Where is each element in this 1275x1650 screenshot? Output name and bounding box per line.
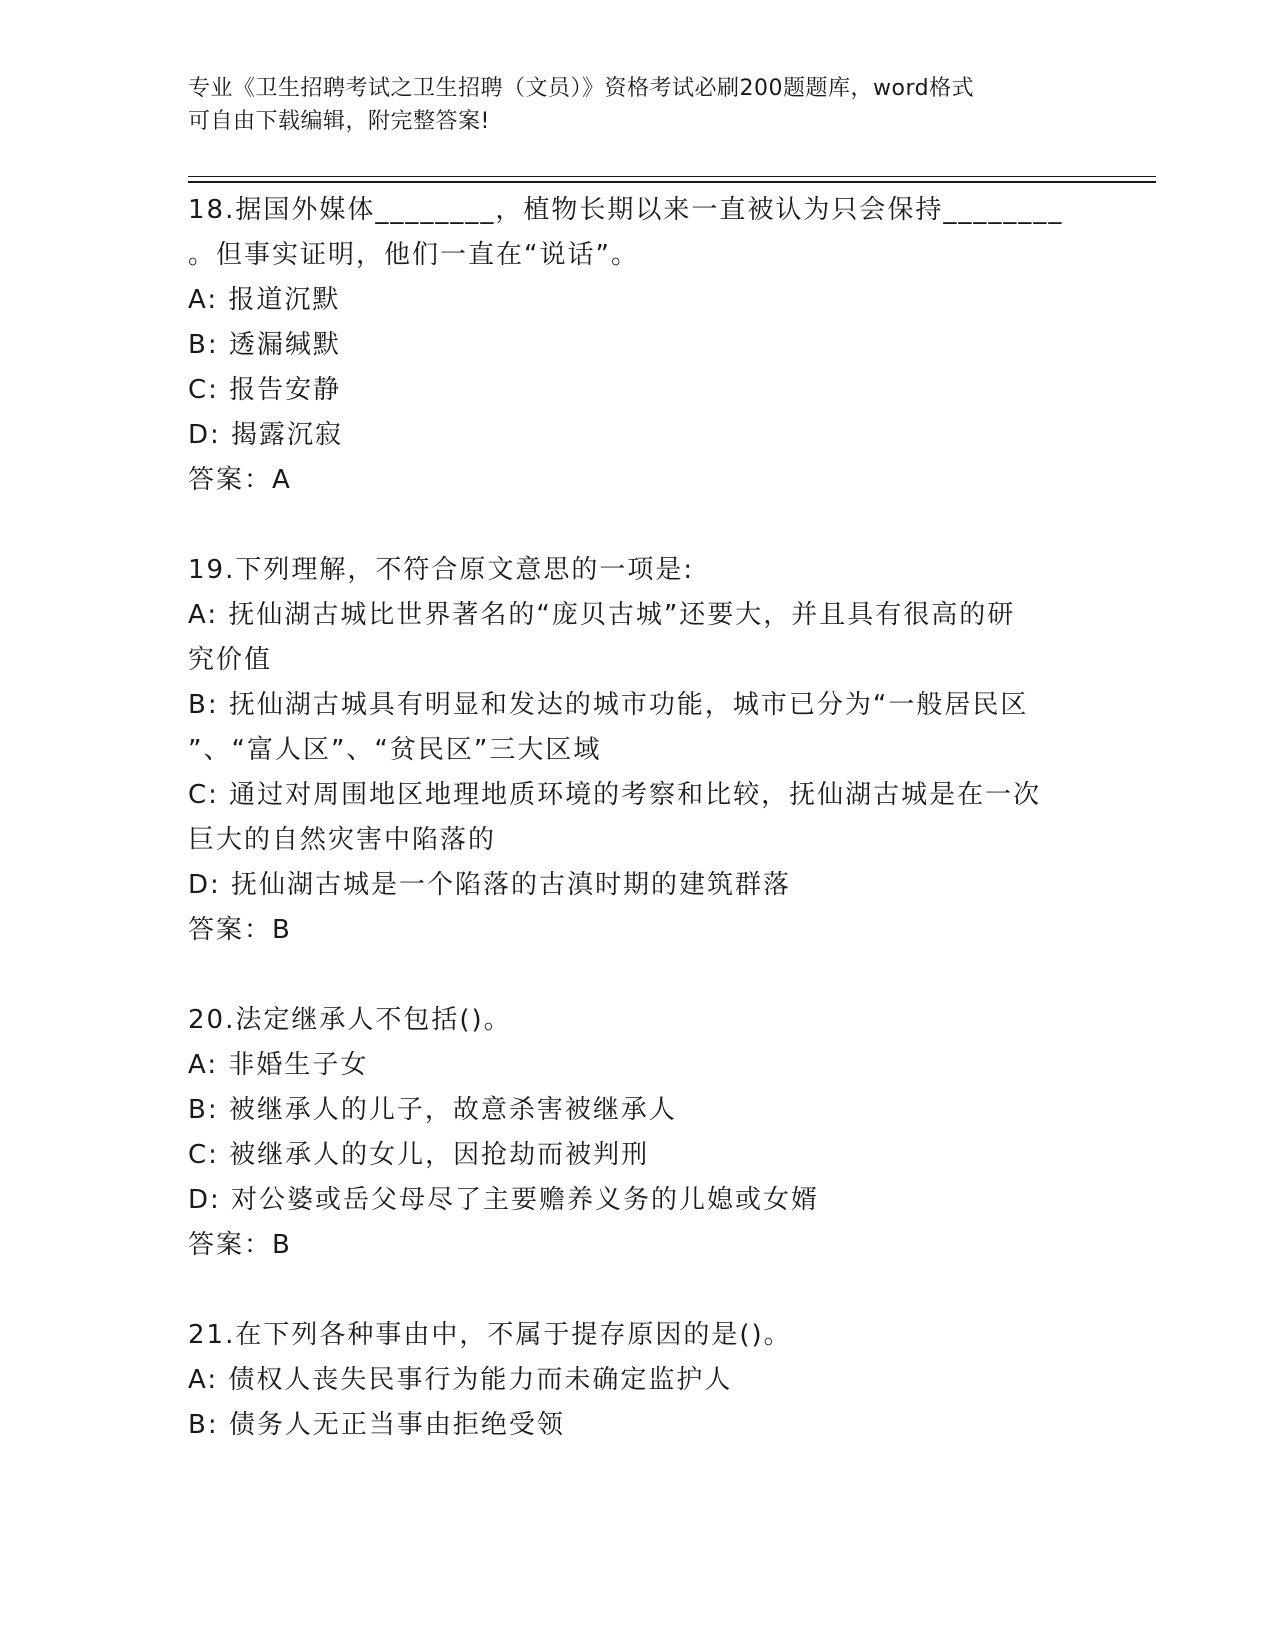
answer-label: 答案：B (188, 915, 292, 945)
question-stem: 19.下列理解，不符合原文意思的一项是: (188, 555, 695, 585)
option-d: D: 对公婆或岳父母尽了主要赡养义务的儿媳或女婿 (188, 1185, 820, 1215)
option-a: A: 非婚生子女 (188, 1050, 369, 1080)
answer-label: 答案：A (188, 465, 292, 495)
option-b: B: 抚仙湖古城具有明显和发达的城市功能，城市已分为“一般居民区 (188, 690, 1029, 720)
header-line-1: 专业《卫生招聘考试之卫生招聘（文员）》资格考试必刷200题题库，word格式 (188, 76, 975, 101)
document-header (188, 72, 1068, 138)
question-18 (188, 188, 1088, 503)
question-21 (188, 1313, 1088, 1448)
question-list (188, 188, 1088, 1493)
option-a: A: 债权人丧失民事行为能力而未确定监护人 (188, 1365, 733, 1395)
option-d: D: 抚仙湖古城是一个陷落的古滇时期的建筑群落 (188, 870, 792, 900)
option-c: C: 通过对周围地区地理地质环境的考察和比较，抚仙湖古城是在一次 (188, 780, 1042, 810)
header-divider-thin (188, 176, 1156, 177)
option-b-continued: ”、“富人区”、“贫民区”三大区域 (188, 735, 602, 765)
question-20 (188, 998, 1088, 1268)
option-a: A: 抚仙湖古城比世界著名的“庞贝古城”还要大，并且具有很高的研 (188, 600, 1016, 630)
option-a: A: 报道沉默 (188, 285, 341, 315)
option-b: B: 债务人无正当事由拒绝受领 (188, 1410, 565, 1440)
header-divider-thick (188, 181, 1156, 183)
option-d: D: 揭露沉寂 (188, 420, 344, 450)
option-b: B: 被继承人的儿子，故意杀害被继承人 (188, 1095, 677, 1125)
question-stem: 21.在下列各种事由中，不属于提存原因的是()。 (188, 1320, 792, 1350)
option-b: B: 透漏缄默 (188, 330, 341, 360)
answer-label: 答案：B (188, 1230, 292, 1260)
header-line-2: 可自由下载编辑，附完整答案! (188, 109, 490, 134)
option-c: C: 报告安静 (188, 375, 342, 405)
question-stem: 18.据国外媒体________，植物长期以来一直被认为只会保持________ (188, 195, 1064, 225)
question-stem: 。但事实证明，他们一直在“说话”。 (188, 240, 639, 270)
option-a-continued: 究价值 (188, 645, 273, 675)
option-c-continued: 巨大的自然灾害中陷落的 (188, 825, 497, 855)
question-19 (188, 548, 1088, 953)
question-stem: 20.法定继承人不包括()。 (188, 1005, 512, 1035)
option-c: C: 被继承人的女儿，因抢劫而被判刑 (188, 1140, 650, 1170)
